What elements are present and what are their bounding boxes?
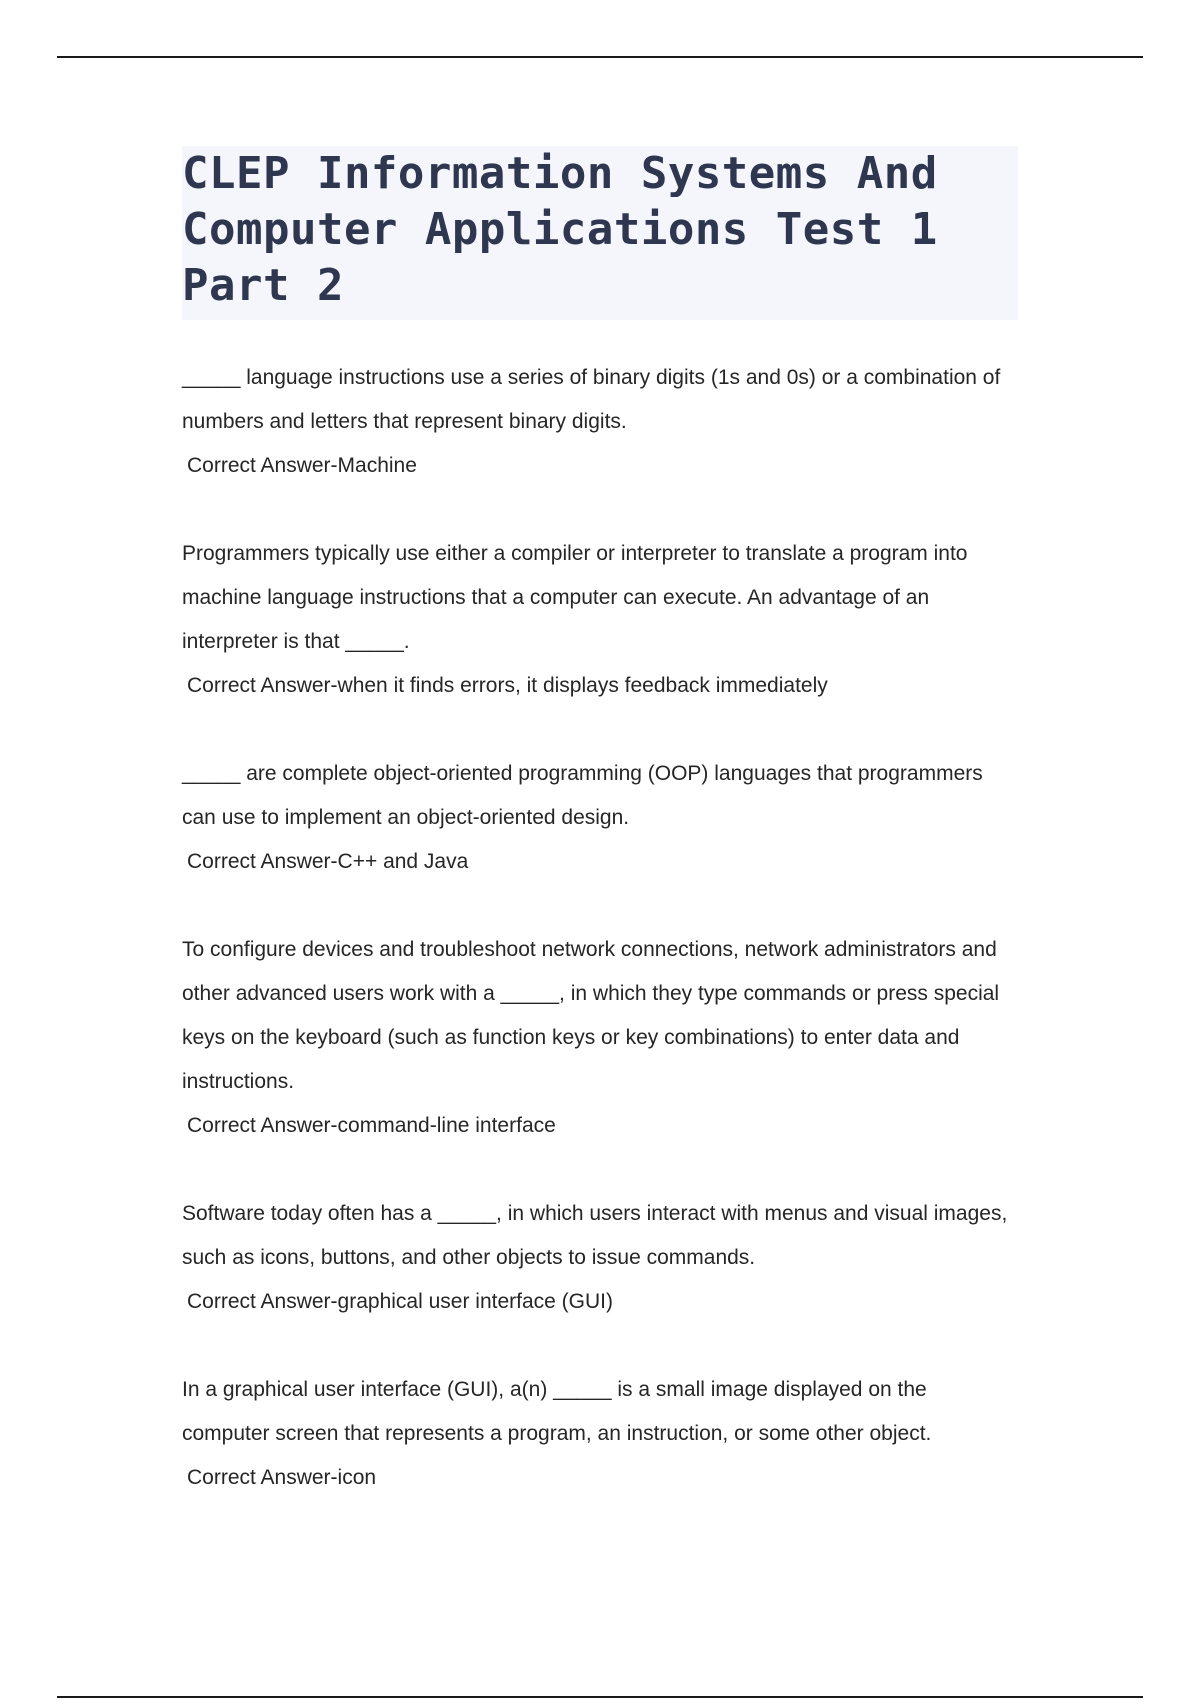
question-text: _____ language instructions use a series of binary digits (1s and 0s) or a combination of numbers and letters that represent binary digits. [182,366,1001,433]
question-text: In a graphical user interface (GUI), a(n) _____ is a small image displayed on the computer screen that represents a program, an instruction, or some other object. [182,1378,932,1445]
answer-text: Correct Answer-C++ and Java [187,850,469,873]
question-text: Software today often has a _____, in which users interact with menus and visual images, such as icons, buttons, and other objects to issue commands. [182,1202,1008,1269]
qa-item-4 [182,928,1018,1148]
qa-list [182,356,1018,1500]
answer-text: Correct Answer-Machine [187,454,417,477]
qa-item-6 [182,1368,1018,1500]
answer-text: Correct Answer-when it finds errors, it displays feedback immediately [187,674,828,697]
document-body [182,146,1018,1544]
question-text: To configure devices and troubleshoot network connections, network administrators and other advanced users work with a _____, in which they type commands or press special keys on the keyboard (such as function keys or key combinations) to enter data and instructions. [182,938,1000,1093]
answer-text: Correct Answer-icon [187,1466,377,1489]
question-text: _____ are complete object-oriented programming (OOP) languages that programmers can use to implement an object-oriented design. [182,762,983,829]
qa-item-5 [182,1192,1018,1324]
document-title: CLEP Information Systems And Computer Applications Test 1 Part 2 [182,148,938,311]
question-text: Programmers typically use either a compiler or interpreter to translate a program into machine language instructions that a computer can execute. An advantage of an interpreter is that _____. [182,542,968,653]
qa-item-3 [182,752,1018,884]
bottom-divider [57,1696,1143,1698]
title-block [182,146,1018,320]
qa-item-2 [182,532,1018,708]
answer-text: Correct Answer-graphical user interface (GUI) [187,1290,613,1313]
answer-text: Correct Answer-command-line interface [187,1114,556,1137]
top-divider [57,56,1143,58]
qa-item-1 [182,356,1018,488]
